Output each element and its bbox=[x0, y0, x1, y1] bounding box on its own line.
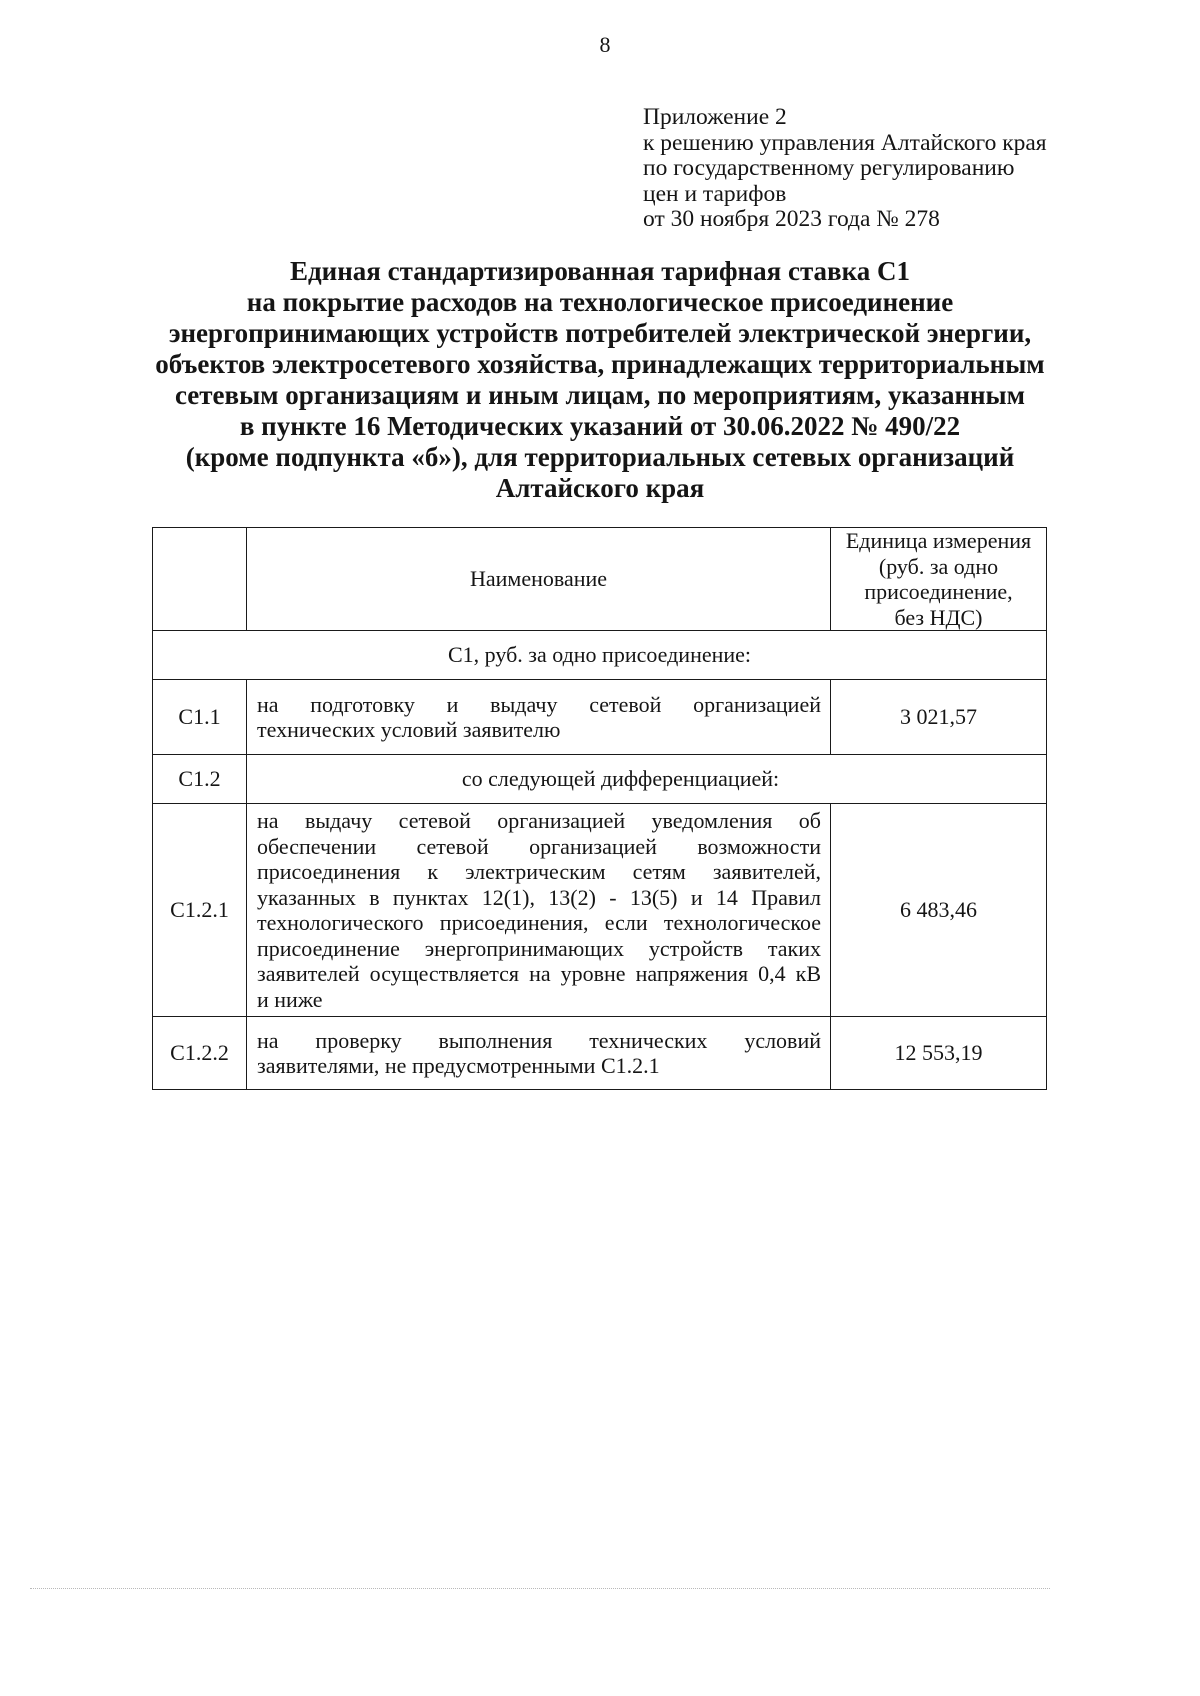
header-unit-line: присоединение, bbox=[864, 579, 1013, 604]
section-row bbox=[153, 631, 1047, 680]
row-code: С1.2 bbox=[153, 755, 247, 804]
document-title bbox=[0, 256, 1200, 504]
title-line: Единая стандартизированная тарифная ставка С1 bbox=[289, 256, 911, 286]
row-value: 6 483,46 bbox=[831, 804, 1047, 1017]
description-line: заявителей осуществляется на уровне напряжения 0,4 кВ bbox=[257, 961, 821, 986]
row-code: С1.1 bbox=[153, 680, 247, 755]
description-line: присоединения к электрическим сетям заявителей, bbox=[257, 859, 821, 884]
table-row bbox=[153, 804, 1047, 1017]
title-line: сетевым организациям и иным лицам, по мероприятиям, указанным bbox=[174, 380, 1026, 410]
description-line: заявителями, не предусмотренными С1.2.1 bbox=[257, 1053, 660, 1078]
section-label: С1, руб. за одно присоединение: bbox=[153, 631, 1047, 680]
appendix-line: цен и тарифов bbox=[643, 180, 787, 207]
header-unit-cell bbox=[831, 528, 1047, 631]
scan-artifact-line bbox=[30, 1588, 1050, 1589]
table-header-row bbox=[153, 528, 1047, 631]
title-line: в пункте 16 Методических указаний от 30.06.2022 № 490/22 bbox=[239, 411, 961, 441]
description-line: на подготовку и выдачу сетевой организацией bbox=[257, 691, 821, 717]
title-line: Алтайского края bbox=[495, 473, 705, 503]
row-description: со следующей дифференциацией: bbox=[247, 755, 1047, 804]
title-line: (кроме подпункта «б»), для территориальных сетевых организаций bbox=[185, 442, 1015, 472]
row-value: 3 021,57 bbox=[831, 680, 1047, 755]
row-description bbox=[247, 804, 831, 1017]
table-row bbox=[153, 680, 1047, 755]
row-code: С1.2.2 bbox=[153, 1017, 247, 1090]
header-code-cell bbox=[153, 528, 247, 631]
title-line: на покрытие расходов на технологическое присоединение bbox=[246, 287, 954, 317]
appendix-block bbox=[643, 105, 1047, 233]
header-unit-line: Единица измерения bbox=[845, 528, 1032, 553]
table-row bbox=[153, 755, 1047, 804]
appendix-line: от 30 ноября 2023 года № 278 bbox=[643, 206, 940, 232]
description-line: технологического присоединения, если технологическое bbox=[257, 910, 821, 935]
row-code: С1.2.1 bbox=[153, 804, 247, 1017]
header-unit-line: без НДС) bbox=[894, 604, 983, 630]
row-description bbox=[247, 1017, 831, 1090]
description-line: на выдачу сетевой организацией уведомления об bbox=[257, 808, 821, 833]
appendix-line: к решению управления Алтайского края bbox=[643, 129, 1047, 156]
header-name: Наименование bbox=[469, 566, 608, 592]
appendix-line: по государственному регулированию bbox=[643, 155, 1015, 181]
description-line: и ниже bbox=[257, 986, 323, 1012]
table-row bbox=[153, 1017, 1047, 1090]
description-line: присоединение энергопринимающих устройств таких bbox=[257, 935, 821, 961]
row-value: 12 553,19 bbox=[831, 1017, 1047, 1090]
title-line: объектов электросетевого хозяйства, принадлежащих территориальным bbox=[155, 349, 1045, 379]
header-name-cell bbox=[247, 528, 831, 631]
tariff-table bbox=[152, 527, 1047, 1090]
appendix-line: Приложение 2 bbox=[643, 104, 787, 130]
page-number: 8 bbox=[599, 32, 611, 57]
header-unit-line: (руб. за одно bbox=[878, 553, 999, 579]
description-line: обеспечении сетевой организацией возможности bbox=[257, 833, 821, 859]
row-description bbox=[247, 680, 831, 755]
description-line: на проверку выполнения технических условий bbox=[257, 1027, 821, 1053]
description-line: технических условий заявителю bbox=[257, 717, 561, 742]
title-line: энергопринимающих устройств потребителей электрической энергии, bbox=[168, 318, 1032, 348]
description-line: указанных в пунктах 12(1), 13(2) - 13(5) и 14 Правил bbox=[257, 884, 821, 910]
